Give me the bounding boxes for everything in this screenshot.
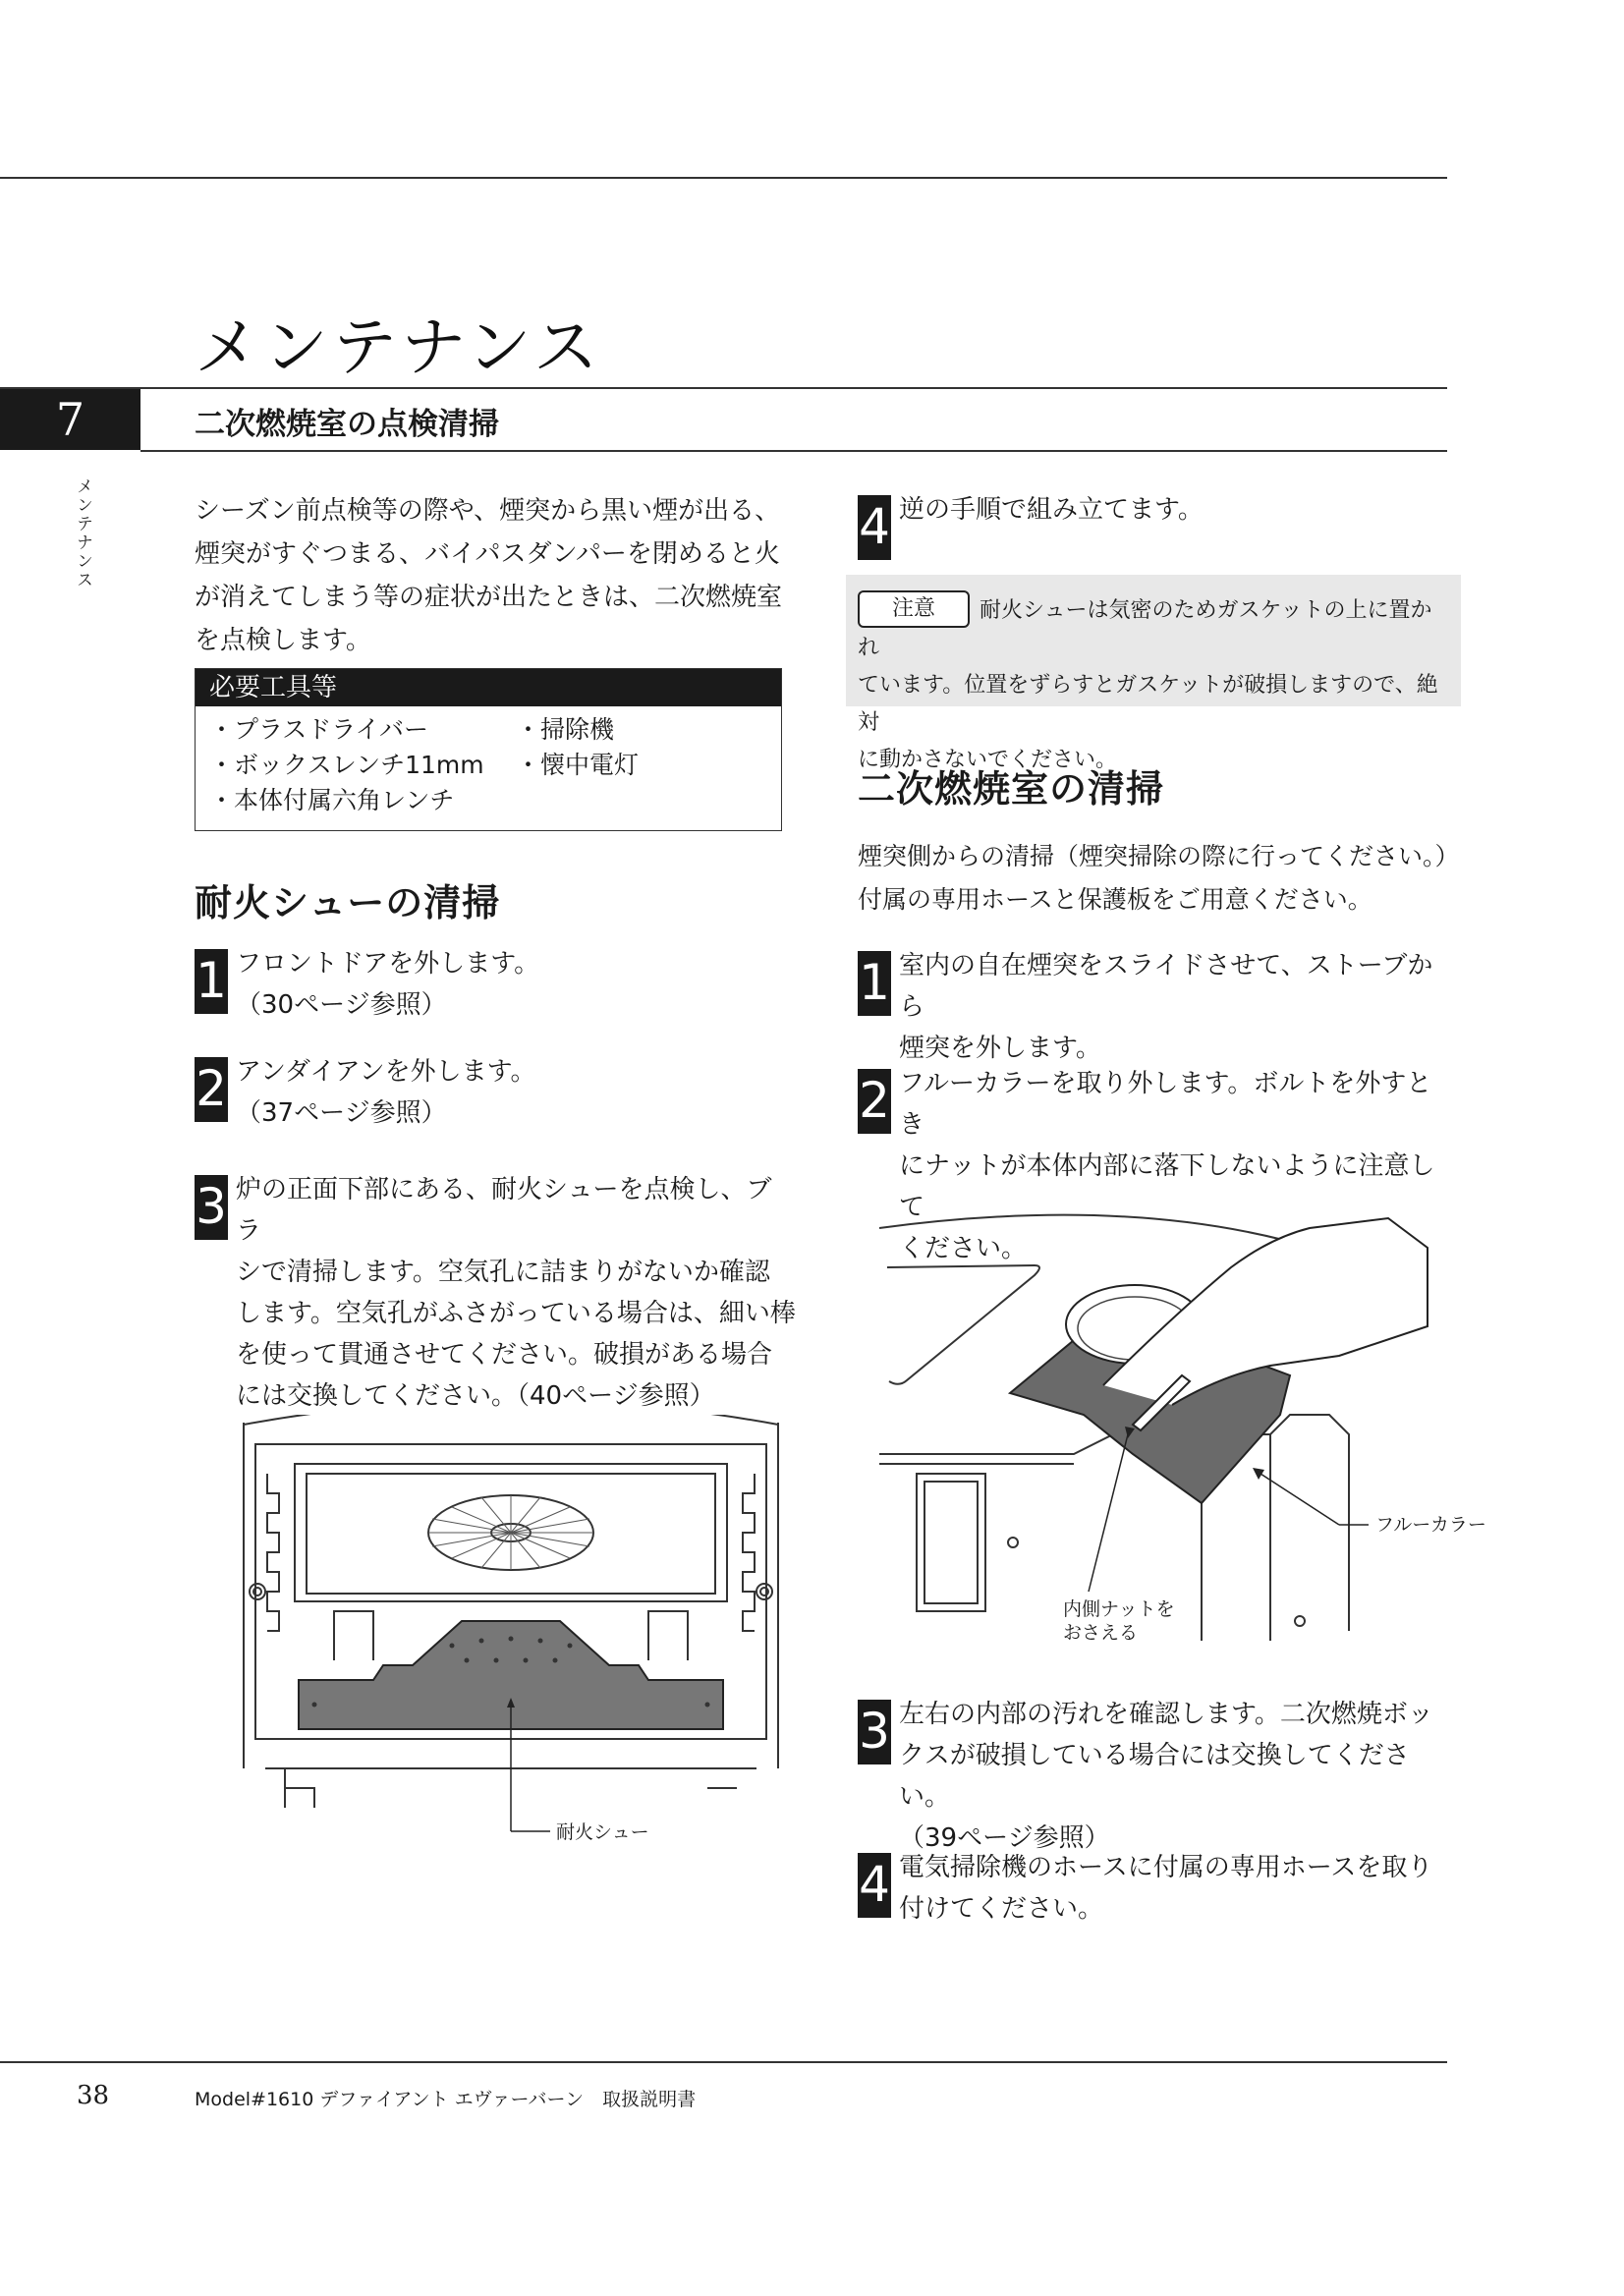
figure-label-inner-nut: 内側ナットを おさえる bbox=[1063, 1598, 1175, 1644]
chapter-number: 7 bbox=[0, 389, 140, 450]
right-step-2: 2 フルーカラーを取り外します。ボルトを外すとき にナットが本体内部に落下しないように注意して ください。 bbox=[859, 1069, 1435, 1263]
figure-label-flue-collar: フルーカラー bbox=[1375, 1514, 1486, 1536]
step-number: 4 bbox=[858, 495, 891, 560]
top-rule bbox=[0, 177, 1447, 179]
side-label: メンテナンス bbox=[73, 477, 92, 589]
step-number: 3 bbox=[858, 1700, 891, 1764]
caution-box: 注意 耐火シューは気密のためガスケットの上に置かれ ています。位置をずらすとガスケットが破損しますので、絶対 に動かさないでください。 bbox=[846, 575, 1461, 706]
footer-model-text: Model#1610 デファイアント エヴァーバーン 取扱説明書 bbox=[195, 2089, 697, 2110]
tool-item: ・ボックスレンチ11mm bbox=[209, 751, 484, 779]
page-title: メンテナンス bbox=[195, 309, 602, 385]
step-number: 3 bbox=[195, 1175, 228, 1240]
section-rule-bottom bbox=[140, 450, 1447, 452]
tools-heading: 必要工具等 bbox=[196, 669, 781, 706]
caution-tag: 注意 bbox=[858, 590, 970, 628]
step-number: 1 bbox=[195, 949, 228, 1014]
right-section-heading: 二次燃焼室の清掃 bbox=[858, 767, 1165, 811]
stove-interior-illustration bbox=[236, 1415, 786, 1847]
tool-item: ・本体付属六角レンチ bbox=[209, 786, 455, 814]
left-section-heading: 耐火シューの清掃 bbox=[195, 881, 501, 924]
right-step-1: 1 室内の自在煙突をスライドさせて、ストーブから 煙突を外します。 bbox=[859, 951, 1433, 1063]
step-number: 1 bbox=[858, 951, 891, 1016]
left-step-3: 3 炉の正面下部にある、耐火シューを点検し、ブラ シで清掃します。空気孔に詰まりがないか確認 します。空気孔がふさがっている場合は、細い棒 を使って貫通させてください。破損がある場合 には交換してください。（40ページ参照） bbox=[196, 1175, 796, 1411]
tool-item: ・懐中電灯 bbox=[516, 751, 640, 779]
right-step-4-reassemble: 4 逆の手順で組み立てます。 bbox=[858, 489, 1447, 558]
right-step-3: 3 左右の内部の汚れを確認します。二次燃焼ボッ クスが破損している場合には交換してください。 （39ページ参照） bbox=[859, 1700, 1433, 1853]
section-title: 二次燃焼室の点検清掃 bbox=[195, 407, 499, 442]
tool-item: ・プラスドライバー bbox=[209, 715, 429, 744]
step-number: 4 bbox=[858, 1853, 891, 1918]
page-number: 38 bbox=[77, 2081, 110, 2110]
right-step-4: 4 電気掃除機のホースに付属の専用ホースを取り 付けてください。 bbox=[859, 1853, 1433, 1924]
right-section-intro: 煙突側からの清掃（煙突掃除の際に行ってください。） 付属の専用ホースと保護板をご用意ください。 bbox=[858, 842, 1460, 914]
footer-rule bbox=[0, 2061, 1447, 2063]
left-step-2: 2 アンダイアンを外します。 （37ページ参照） bbox=[196, 1057, 536, 1128]
tools-box bbox=[195, 668, 782, 831]
intro-text: シーズン前点検等の際や、煙突から黒い煙が出る、 煙突がすぐつまる、バイパスダンパーを閉めると火 が消えてしまう等の症状が出たときは、二次燃焼室 を点検します。 bbox=[195, 496, 783, 655]
step-number: 2 bbox=[858, 1069, 891, 1134]
tool-item: ・掃除機 bbox=[516, 715, 615, 744]
left-step-1: 1 フロントドアを外します。 （30ページ参照） bbox=[196, 949, 540, 1020]
figure-label-refractory-shoe: 耐火シュー bbox=[556, 1821, 649, 1843]
step-number: 2 bbox=[195, 1057, 228, 1122]
flue-collar-illustration bbox=[877, 1208, 1467, 1651]
